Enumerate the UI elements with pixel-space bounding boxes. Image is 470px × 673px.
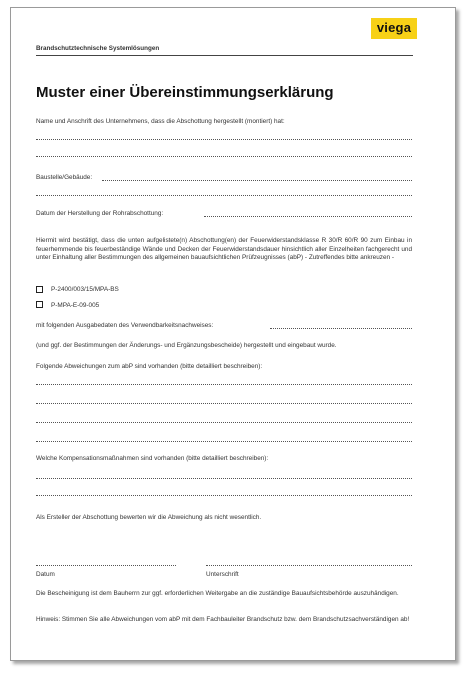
dates-label: mit folgenden Ausgabedaten des Verwendbarkeitsnachweises: xyxy=(36,322,214,329)
dates-field[interactable] xyxy=(270,328,412,329)
option-checkbox-2[interactable] xyxy=(36,301,43,308)
company-label: Name und Anschrift des Unternehmens, dass die Abschottung hergestellt (montiert) hat: xyxy=(36,118,285,125)
deviations-line-3[interactable] xyxy=(36,422,412,423)
header-divider xyxy=(36,55,413,56)
hint-text: Hinweis: Stimmen Sie alle Abweichungen vom abP mit dem Fachbauleiter Brandschutz bzw. dem Brandschutzsachverständigen ab! xyxy=(36,616,410,623)
option-checkbox-1[interactable] xyxy=(36,286,43,293)
compensation-label: Welche Kompensationsmaßnahmen sind vorhanden (bitte detailliert beschreiben): xyxy=(36,455,269,462)
deviations-line-1[interactable] xyxy=(36,384,412,385)
document-title: Muster einer Übereinstimmungserklärung xyxy=(36,84,334,101)
option-label-1: P-2400/003/15/MPA-BS xyxy=(51,286,119,293)
compensation-line-1[interactable] xyxy=(36,478,412,479)
deviations-line-4[interactable] xyxy=(36,441,412,442)
date-sign-line[interactable] xyxy=(36,565,176,566)
date-label: Datum der Herstellung der Rohrabschottung: xyxy=(36,210,164,217)
site-field[interactable] xyxy=(102,180,412,181)
signature-line[interactable] xyxy=(206,565,412,566)
deviations-line-2[interactable] xyxy=(36,403,412,404)
compensation-line-2[interactable] xyxy=(36,495,412,496)
document-page xyxy=(10,7,456,661)
company-line-2[interactable] xyxy=(36,156,412,157)
company-line-1[interactable] xyxy=(36,139,412,140)
assessment-text: Als Ersteller der Abschottung bewerten wir die Abweichung als nicht wesentlich. xyxy=(36,514,262,521)
amendment-text: (und ggf. der Bestimmungen der Änderungs- und Ergänzungsbescheide) hergestellt und eingebaut wurde. xyxy=(36,342,337,349)
date-field[interactable] xyxy=(204,216,412,217)
logo-text: viega xyxy=(376,20,412,35)
viega-logo xyxy=(371,18,417,39)
signature-label: Unterschrift xyxy=(206,571,239,578)
date-sign-label: Datum xyxy=(36,571,55,578)
confirmation-text: Hiermit wird bestätigt, dass die unten aufgelistete(n) Abschottung(en) der Feuerwiderstandsklasse R 30/R 60/R 90 zum Einbau in feuerhemmende bis feuerbeständige Wände und Decken der Feuerwiderstandsdauer hinsichtlich aller Einzelheiten fachgerecht und unter Einhaltung aller Bestimmungen des allgemeinen bauaufsichtlichen Prüfzeugnisses (abP) - Zutreffendes bitte ankreuzen - xyxy=(36,237,412,262)
footer-text: Die Bescheinigung ist dem Bauherrn zur ggf. erforderlichen Weitergabe an die zuständige Bauaufsichtsbehörde auszuhändigen. xyxy=(36,590,399,597)
site-line-2[interactable] xyxy=(36,195,412,196)
site-label: Baustelle/Gebäude: xyxy=(36,174,93,181)
option-label-2: P-MPA-E-09-005 xyxy=(51,302,100,309)
deviations-label: Folgende Abweichungen zum abP sind vorhanden (bitte detailliert beschreiben): xyxy=(36,363,263,370)
header-category: Brandschutztechnische Systemlösungen xyxy=(36,45,160,52)
